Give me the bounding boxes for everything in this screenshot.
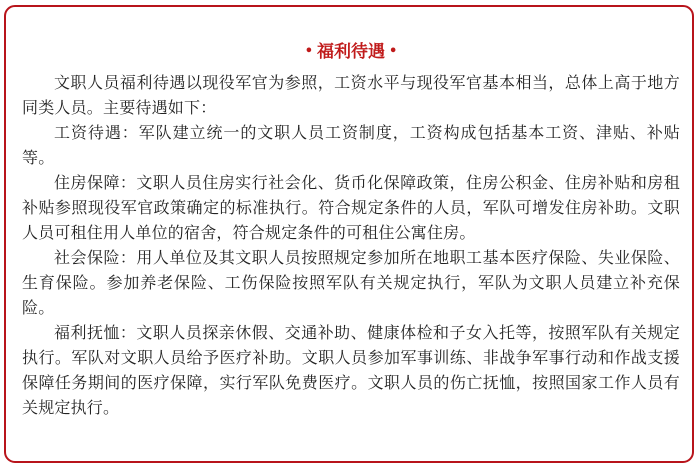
welfare-pension-paragraph: 福利抚恤：文职人员探亲休假、交通补助、健康体检和子女入托等，按照军队有关规定执行。军队对文职人员给予医疗补助。文职人员参加军事训练、非战争军事行动和作战支援保障任务期间的医疗保障，实行军队免费医疗。文职人员的伤亡抚恤，按照国家工作人员有关规定执行。 [22, 323, 680, 417]
bullet-right-icon: • [389, 44, 398, 59]
bullet-left-icon: • [304, 44, 313, 59]
section-title [22, 33, 680, 70]
section-title-text: 福利待遇 [317, 42, 385, 62]
intro-paragraph: 文职人员福利待遇以现役军官为参照，工资水平与现役军官基本相当，总体上高于地方同类人员。主要待遇如下： [22, 73, 680, 117]
housing-paragraph: 住房保障：文职人员住房实行社会化、货币化保障政策，住房公积金、住房补贴和房租补贴参照现役军官政策确定的标准执行。符合规定条件的人员，军队可增发住房补助。文职人员可租住用人单位的宿舍，符合规定条件的可租住公寓住房。 [22, 173, 680, 242]
info-card [4, 5, 694, 463]
salary-paragraph: 工资待遇：军队建立统一的文职人员工资制度，工资构成包括基本工资、津贴、补贴等。 [22, 123, 680, 167]
social-insurance-paragraph: 社会保险：用人单位及其文职人员按照规定参加所在地职工基本医疗保险、失业保险、生育保险。参加养老保险、工伤保险按照军队有关规定执行，军队为文职人员建立补充保险。 [22, 248, 680, 317]
